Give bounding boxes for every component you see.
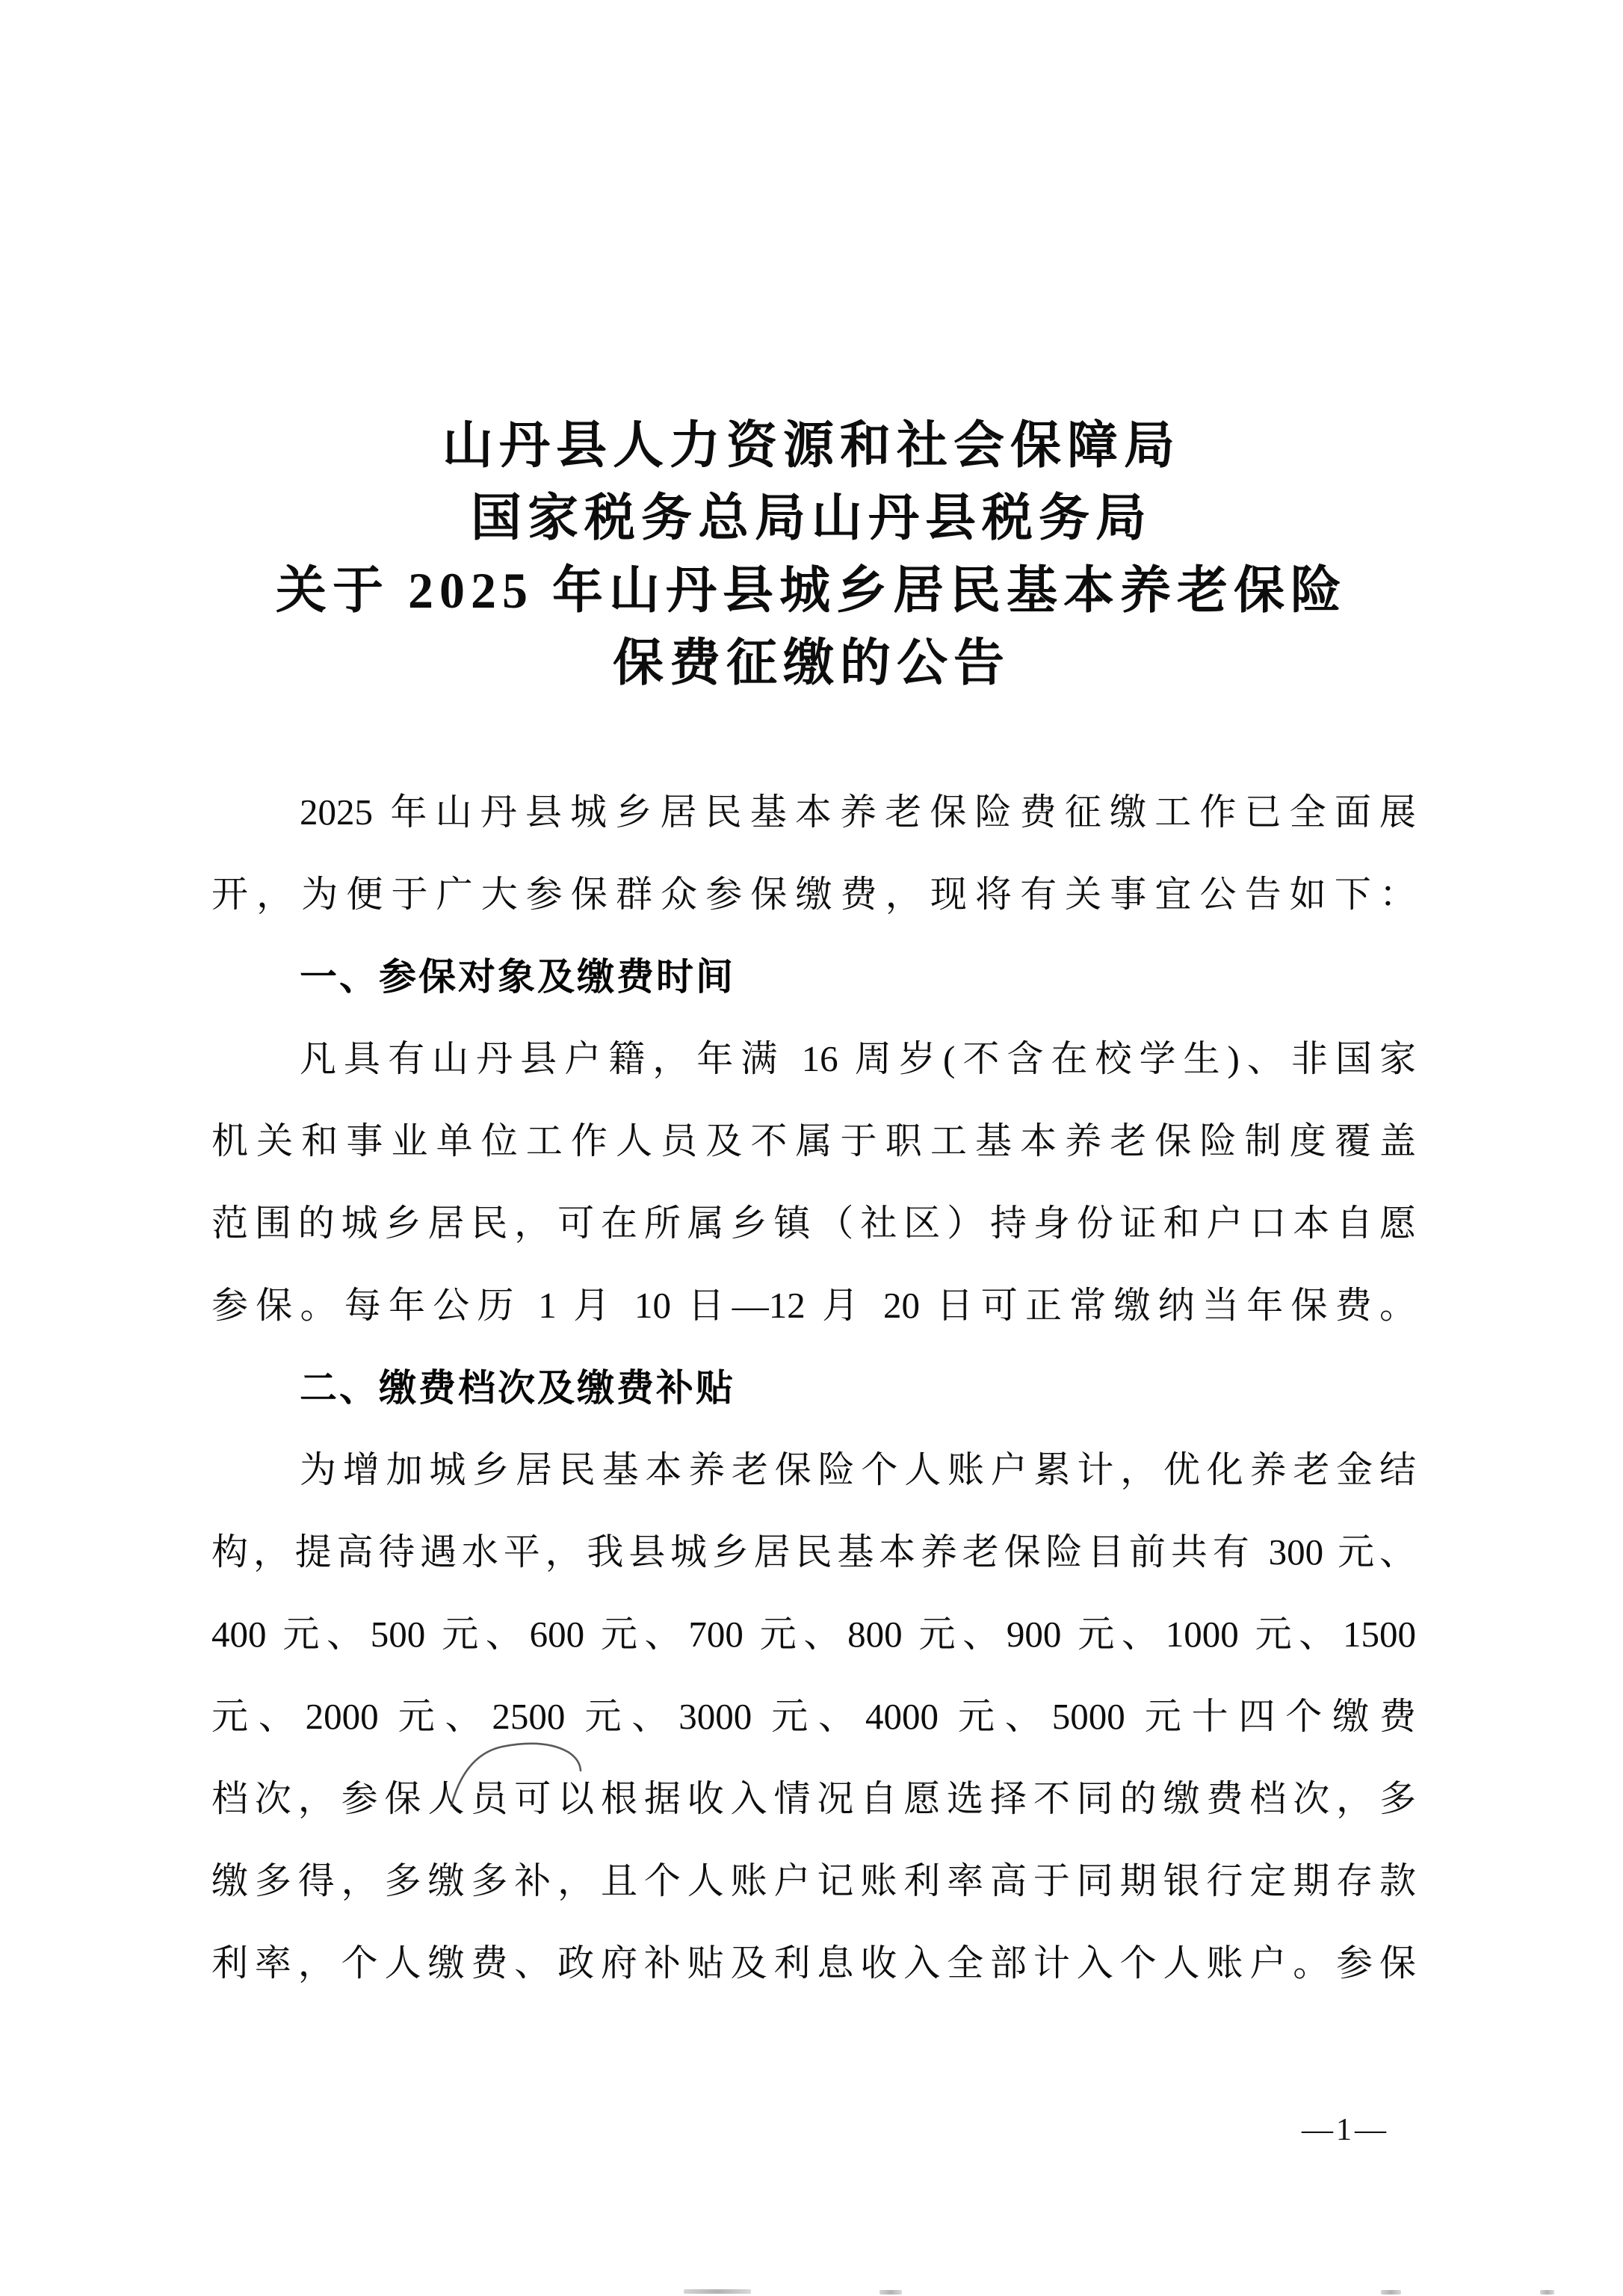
title-line: 山丹县人力资源和社会保障局	[442, 417, 1181, 474]
body-line: 为增加城乡居民基本养老保险个人账户累计，优化养老金结	[300, 1449, 1416, 1490]
title-line: 关于 2025 年山丹县城乡居民基本养老保险	[275, 562, 1347, 619]
body-line: 利率，个人缴费、政府补贴及利息收入全部计入个人账户。参保	[211, 1942, 1416, 1984]
section-heading: 二、缴费档次及缴费补贴	[300, 1366, 735, 1410]
document-title	[0, 410, 1623, 700]
scan-smudge	[684, 2289, 751, 2294]
body-line: 凡具有山丹县户籍，年满 16 周岁(不含在校学生)、非国家	[300, 1038, 1416, 1079]
page-number: —1—	[1302, 2113, 1389, 2147]
body-line: 开，为便于广大参保群众参保缴费，现将有关事宜公告如下：	[211, 874, 1416, 915]
body-line: 构，提高待遇水平，我县城乡居民基本养老保险目前共有 300 元、	[211, 1531, 1416, 1573]
body-line: 机关和事业单位工作人员及不属于职工基本养老保险制度覆盖	[211, 1120, 1416, 1161]
section-heading: 一、参保对象及缴费时间	[300, 955, 735, 999]
title-line: 国家税务总局山丹县税务局	[470, 490, 1152, 546]
scan-smudge	[1540, 2290, 1554, 2295]
scan-smudge	[1381, 2290, 1401, 2295]
body-line: 参保。每年公历 1 月 10 日—12 月 20 日可正常缴纳当年保费。	[211, 1285, 1416, 1326]
scan-smudge	[879, 2290, 902, 2295]
body-line: 2025 年山丹县城乡居民基本养老保险费征缴工作已全面展	[300, 791, 1416, 833]
document-body	[211, 771, 1416, 2005]
body-line: 范围的城乡居民，可在所属乡镇（社区）持身份证和户口本自愿	[211, 1203, 1416, 1244]
body-line: 元、2000 元、2500 元、3000 元、4000 元、5000 元十四个缴费	[211, 1696, 1416, 1737]
body-line: 缴多得，多缴多补，且个人账户记账利率高于同期银行定期存款	[211, 1860, 1416, 1901]
body-line: 档次，参保人员可以根据收入情况自愿选择不同的缴费档次，多	[211, 1778, 1416, 1819]
body-line: 400 元、500 元、600 元、700 元、800 元、900 元、1000 元、1500	[211, 1614, 1416, 1655]
title-line: 保费征缴的公告	[612, 635, 1010, 691]
